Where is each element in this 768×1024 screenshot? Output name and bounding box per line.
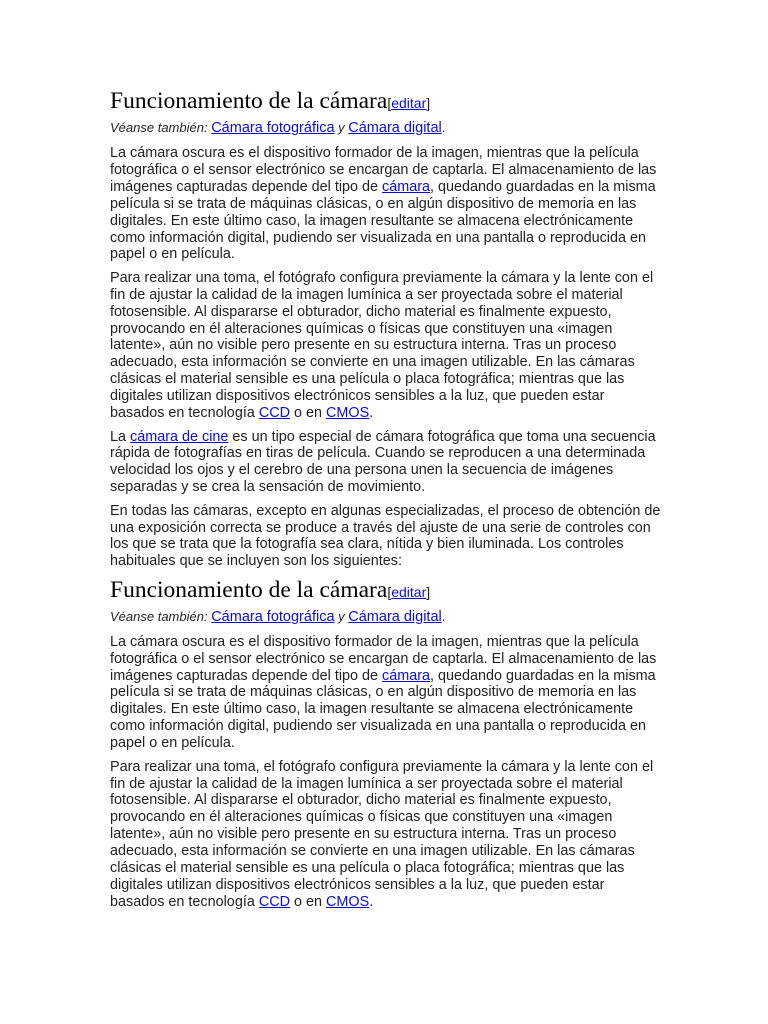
paragraph-toma — [110, 759, 662, 911]
paragraph-text: es un tipo especial de cámara fotográfica que toma una secuencia rápida de fotografías en tiras de película. Cuando se reproducen a una determinada velocidad los ojos y el cerebro de una persona unen la secuencia de imágenes separadas y se crea la sensación de movimiento. — [110, 428, 656, 496]
see-also-link-camara-digital[interactable]: Cámara digital — [348, 608, 442, 625]
edit-bracket-close: ] — [426, 583, 431, 600]
edit-bracket-open: [ — [387, 95, 392, 111]
see-also-separator: y — [338, 608, 345, 624]
section-title: Funcionamiento de la cámara — [110, 576, 388, 603]
paragraph-text: Para realizar una toma, el fotógrafo configura previamente la cámara y la lente con el fin de ajustar la calidad de la imagen lumínica a ser proyectada sobre el material fotosensible. Al dispararse el obturador, dicho material es finalmente expuesto, provocando en él alteraciones químicas o físicas que constituyen una «imagen latente», aún no visible pero presente en su estructura interna. Tras un proceso adecuado, esta información se convierte en una imagen utilizable. En las cámaras clásicas el material sensible es una película o placa fotográfica; mientras que las digitales utilizan dispositivos electrónicos sensibles a la luz, que pueden estar basados en tecnología — [110, 269, 654, 422]
paragraph-text: o en — [290, 405, 327, 422]
see-also-separator: y — [338, 120, 345, 135]
paragraph-camara-de-cine — [110, 429, 662, 497]
link-ccd[interactable]: CCD — [258, 405, 291, 422]
link-cmos[interactable]: CMOS — [326, 405, 370, 422]
paragraph-camara-oscura — [110, 634, 662, 752]
see-also-end: . — [441, 120, 446, 135]
link-camara-de-cine[interactable]: cámara de cine — [130, 428, 229, 445]
edit-bracket-close: ] — [426, 95, 431, 111]
paragraph-text: o en — [290, 893, 327, 910]
edit-bracket-open: [ — [387, 583, 392, 600]
see-also-end: . — [441, 608, 446, 624]
see-also-prefix: Véanse también: — [110, 120, 208, 135]
edit-section-link-wrapper — [387, 95, 430, 111]
see-also-note — [110, 119, 662, 137]
paragraph-text: La cámara oscura es el dispositivo formador de la imagen, mientras que la película fotográfica o el sensor electrónico se encargan de captarla. El almacenamiento de las imágenes capturadas depende del tipo de — [110, 145, 657, 195]
section-1 — [110, 86, 662, 570]
document-page — [110, 86, 662, 917]
see-also-link-camara-digital[interactable]: Cámara digital — [348, 120, 442, 136]
see-also-link-camara-fotografica[interactable]: Cámara fotográfica — [211, 608, 335, 625]
paragraph-toma — [110, 270, 662, 422]
link-camara[interactable]: cámara — [382, 667, 431, 684]
paragraph-text: . — [369, 405, 374, 422]
paragraph-text: Para realizar una toma, el fotógrafo configura previamente la cámara y la lente con el fin de ajustar la calidad de la imagen lumínica a ser proyectada sobre el material fotosensible. Al dispararse el obturador, dicho material es finalmente expuesto, provocando en él alteraciones químicas o físicas que constituyen una «imagen latente», aún no visible pero presente en su estructura interna. Tras un proceso adecuado, esta información se convierte en una imagen utilizable. En las cámaras clásicas el material sensible es una película o placa fotográfica; mientras que las digitales utilizan dispositivos electrónicos sensibles a la luz, que pueden estar basados en tecnología — [110, 758, 654, 910]
paragraph-text: . — [369, 893, 374, 910]
link-ccd[interactable]: CCD — [258, 893, 291, 910]
see-also-note — [110, 608, 662, 626]
paragraph-text: La — [110, 428, 131, 445]
see-also-prefix: Véanse también: — [110, 608, 208, 624]
paragraph-text: , quedando guardadas en la misma película si se trata de máquinas clásicas, o en algún dispositivo de memoria en las digitales. En este último caso, la imagen resultante se almacena electrónicamente como información digital, pudiendo ser visualizada en una pantalla o reproducida en papel o en película. — [110, 667, 656, 752]
edit-section-link[interactable]: editar — [391, 583, 427, 600]
section-2 — [110, 575, 662, 911]
link-cmos[interactable]: CMOS — [326, 893, 370, 910]
section-title: Funcionamiento de la cámara — [110, 88, 388, 114]
see-also-link-camara-fotografica[interactable]: Cámara fotográfica — [211, 120, 335, 136]
section-heading — [110, 575, 662, 607]
link-camara[interactable]: cámara — [382, 178, 431, 195]
paragraph-controles: En todas las cámaras, excepto en algunas especializadas, el proceso de obtención de una exposición correcta se produce a través del ajuste de una serie de controles con los que se trata que la fotografía sea clara, nítida y bien iluminada. Los controles habituales que se incluyen son los siguientes: — [110, 502, 661, 570]
edit-section-link[interactable]: editar — [391, 95, 427, 111]
paragraph-text: La cámara oscura es el dispositivo formador de la imagen, mientras que la película fotográfica o el sensor electrónico se encargan de captarla. El almacenamiento de las imágenes capturadas depende del tipo de — [110, 633, 657, 684]
paragraph-camara-oscura — [110, 145, 662, 263]
edit-section-link-wrapper — [387, 584, 430, 600]
paragraph-text: , quedando guardadas en la misma película si se trata de máquinas clásicas, o en algún dispositivo de memoria en las digitales. En este último caso, la imagen resultante se almacena electrónicamente como información digital, pudiendo ser visualizada en una pantalla o reproducida en papel o en película. — [110, 178, 656, 263]
section-heading — [110, 86, 662, 118]
